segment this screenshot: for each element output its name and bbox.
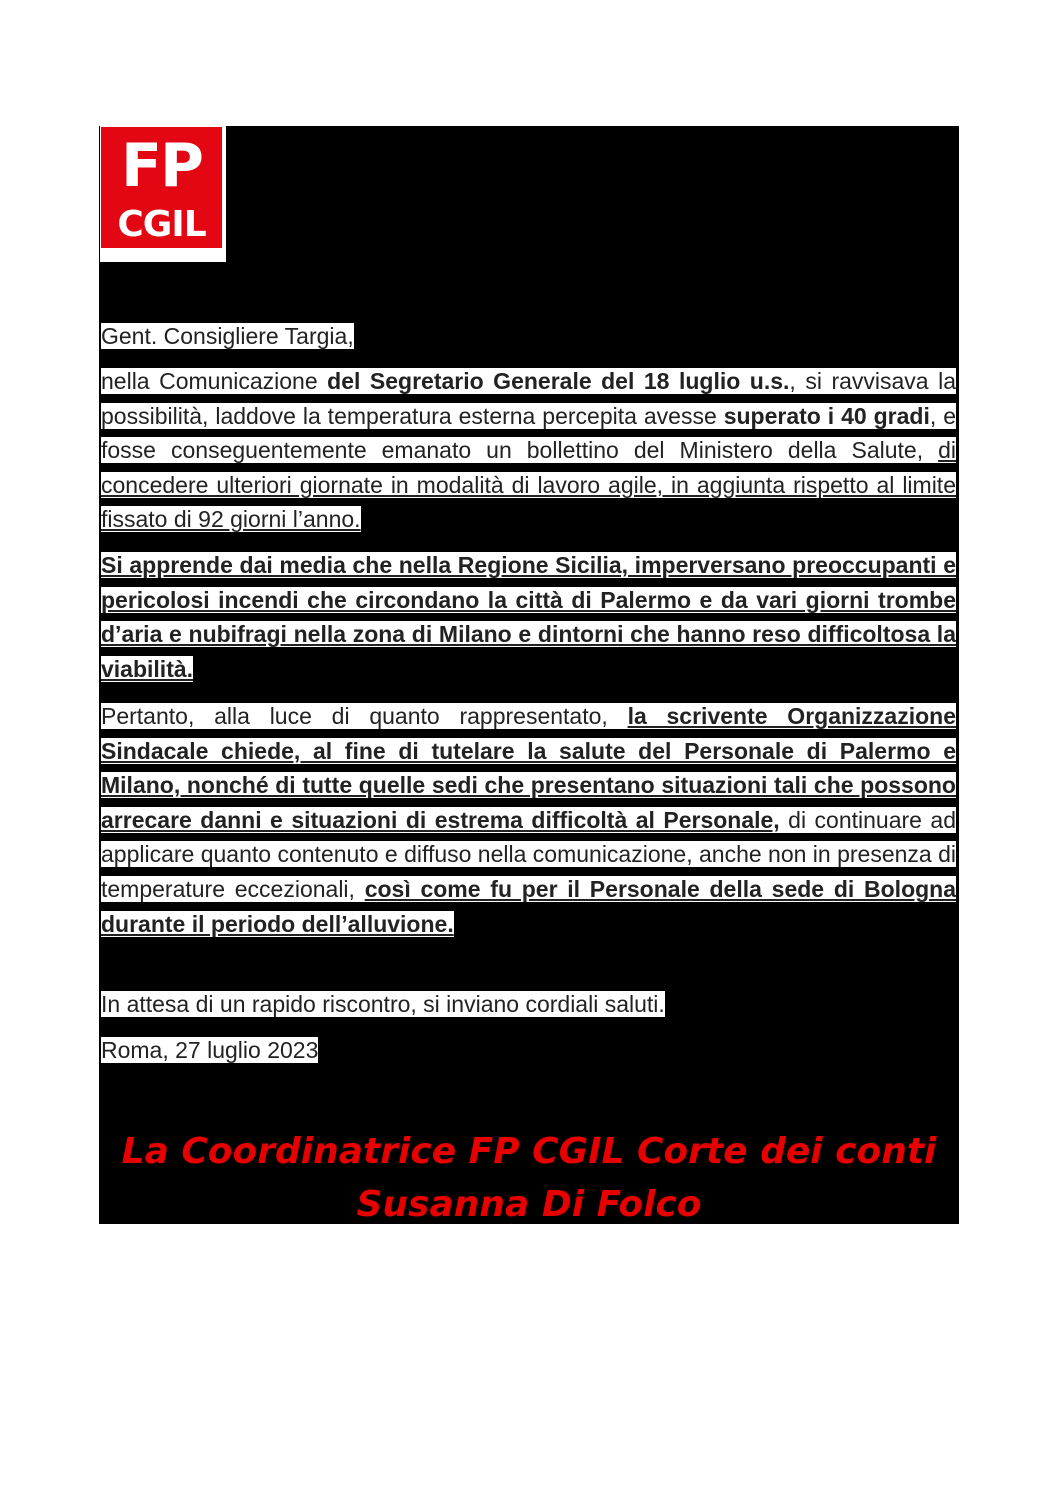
p2-bold-underlined: Si apprende dai media che nella Regione Sicilia, imperversano preoccupanti e pericolosi incendi che circondano la città di Palermo e da vari giorni trombe d’aria e nubifragi nella zona di Milano e dintorni che hanno reso difficoltosa la viabilità. [101, 552, 956, 682]
paragraph-1 [101, 364, 956, 537]
closing-text: In attesa di un rapido riscontro, si inviano cordiali saluti. [101, 991, 665, 1017]
p1-text-3: , e fosse conseguentemente emanato un bollettino del Ministero della Salute, [101, 402, 956, 464]
paragraph-3 [101, 699, 956, 941]
signature-name: Susanna Di Folco [356, 1184, 702, 1224]
paragraph-2 [101, 548, 956, 686]
p3-text-2: di continuare ad applicare quanto contenuto e diffuso nella comunicazione, anche non in presenza di temperature eccezionali, [101, 806, 957, 902]
p1-underlined: di concedere ulteriori giornate in modalità di lavoro agile, in aggiunta rispetto al limite fissato di 92 giorni l’anno. [101, 437, 956, 533]
greeting-text: Gent. Consigliere Targia, [101, 323, 354, 349]
closing [101, 987, 956, 1022]
signature-role: La Coordinatrice FP CGIL Corte dei conti [121, 1131, 937, 1172]
logo-red-square [101, 127, 222, 248]
p1-bold-2: superato i 40 gradi [723, 402, 930, 429]
greeting [101, 319, 956, 354]
p3-bold-underlined-2: così come fu per il Personale della sede di Bologna durante il periodo dell’alluvione. [101, 875, 957, 937]
place-date-text: Roma, 27 luglio 2023 [101, 1037, 319, 1063]
logo-fp-text: FP [121, 131, 202, 201]
p1-text-1: nella Comunicazione [101, 368, 328, 394]
p3-text-1: Pertanto, alla luce di quanto rappresentato, [101, 703, 628, 729]
p1-text-2: , si ravvisava la possibilità, laddove la temperatura esterna percepita avesse [101, 368, 956, 429]
logo-cgil-text: CGIL [117, 204, 206, 245]
p3-bold-underlined-1: la scrivente Organizzazione Sindacale chiede, al fine di tutelare la salute del Personale di Palermo e Milano, nonché di tutte quelle sedi che presentano situazioni tali che possono arrecare danni e situazioni di estrema difficoltà al Personale, [101, 703, 956, 833]
place-date [101, 1033, 956, 1068]
signature-name-clip [99, 1180, 959, 1224]
fp-cgil-logo [100, 126, 226, 262]
p1-bold-1: del Segretario Generale del 18 luglio u.s. [327, 368, 790, 394]
